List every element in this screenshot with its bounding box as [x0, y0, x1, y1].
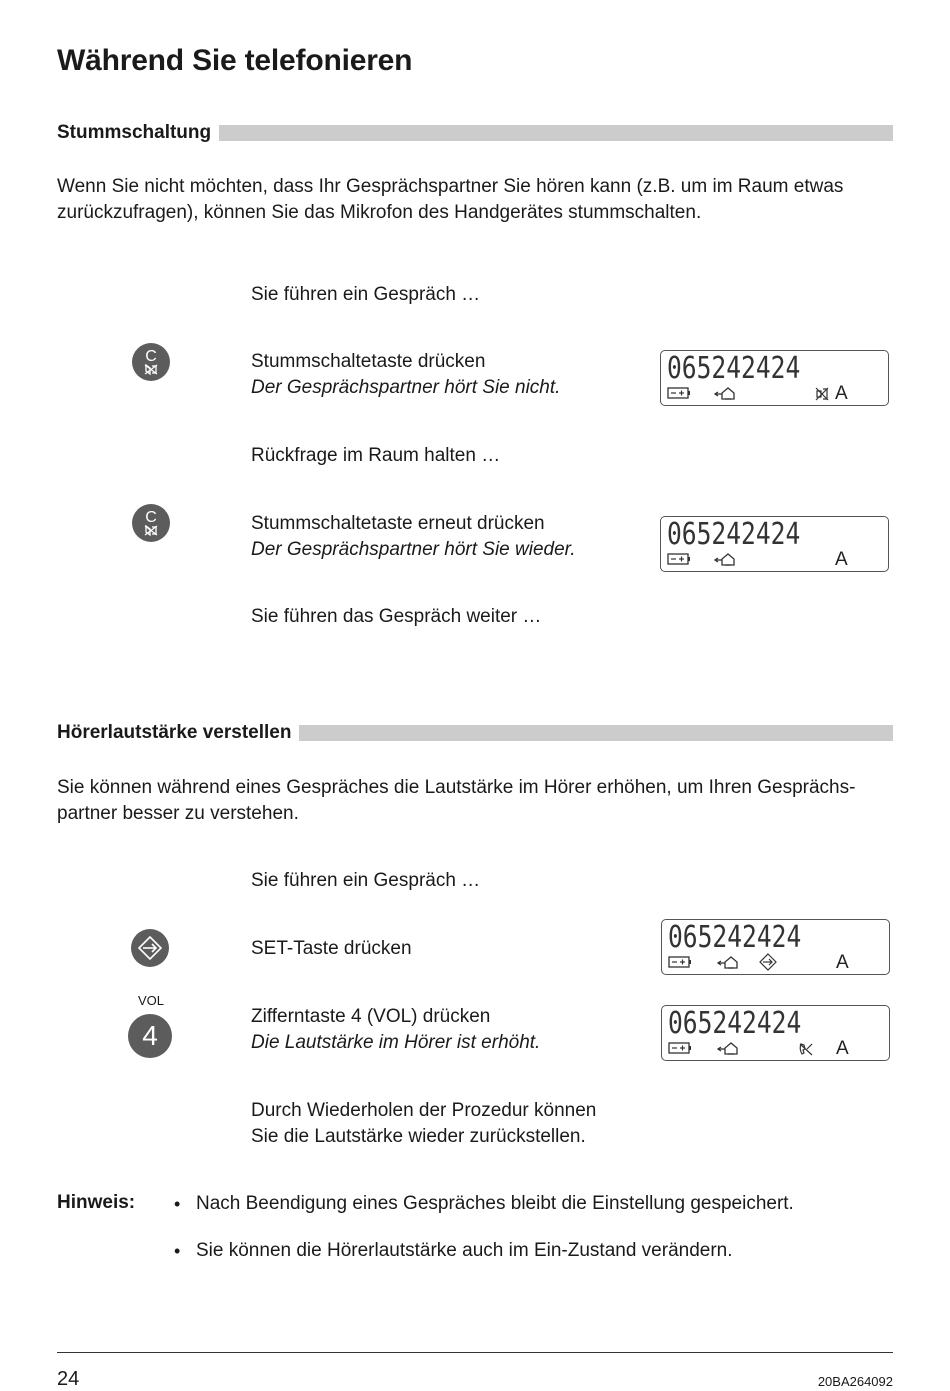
lcd-line-letter: A	[836, 952, 849, 973]
volume-intro	[57, 775, 897, 827]
lcd-number: 065242424	[667, 351, 801, 386]
mute-step-press	[251, 349, 651, 401]
battery-icon	[667, 386, 691, 400]
volume-intro-line2: partner besser zu verstehen.	[57, 803, 299, 824]
mute-key-letter: C	[145, 348, 157, 365]
bullet-dot: •	[174, 1241, 181, 1261]
mute-step-call: Sie führen ein Gespräch …	[251, 284, 481, 305]
mute-step-consult: Rückfrage im Raum halten …	[251, 445, 501, 466]
digit-4-key-icon: 4	[128, 1014, 172, 1058]
hint-label: Hinweis:	[57, 1192, 136, 1213]
document-code: 20BA264092	[817, 1374, 893, 1389]
base-station-icon	[717, 1041, 741, 1057]
lcd-display-set	[661, 919, 890, 975]
lcd-number: 065242424	[668, 920, 802, 955]
lcd-display-unmuted	[660, 516, 889, 572]
lcd-display-muted	[660, 350, 889, 406]
set-indicator-icon	[758, 953, 778, 971]
lcd-line-letter: A	[836, 1038, 849, 1059]
base-station-icon	[714, 552, 738, 568]
lcd-number: 065242424	[668, 1006, 802, 1041]
hint-bullet	[174, 1238, 733, 1264]
volume-step-repeat	[251, 1098, 651, 1150]
lcd-line-letter: A	[835, 383, 848, 404]
hint-bullet-text: Nach Beendigung eines Gespräches bleibt die Einstellung gespeichert.	[196, 1193, 794, 1214]
footer-rule	[57, 1352, 893, 1353]
volume-step-repeat-line1: Durch Wiederholen der Prozedur können	[251, 1100, 597, 1121]
mute-intro-line1: Wenn Sie nicht möchten, dass Ihr Gesprächspartner Sie hören kann (z.B. um im Raum etwas	[57, 176, 844, 197]
lcd-display-volume	[661, 1005, 890, 1061]
mute-step-press-again	[251, 511, 651, 563]
volume-step-digit-note: Die Lautstärke im Hörer ist erhöht.	[251, 1032, 541, 1053]
lcd-number: 065242424	[667, 517, 801, 552]
page-title: Während Sie telefonieren	[57, 44, 413, 77]
mute-step-press-note: Der Gesprächspartner hört Sie nicht.	[251, 377, 561, 398]
volume-step-set: SET-Taste drücken	[251, 938, 412, 959]
section-heading-bar	[219, 125, 893, 141]
base-station-icon	[717, 955, 741, 971]
mute-intro	[57, 174, 897, 226]
section-heading-label: Hörerlautstärke verstellen	[57, 722, 292, 743]
mute-step-press-main: Stummschaltetaste drücken	[251, 351, 486, 372]
page-number: 24	[57, 1368, 80, 1390]
section-heading-mute	[57, 123, 893, 143]
hint-bullet	[174, 1191, 794, 1217]
set-key-icon	[131, 929, 169, 967]
battery-icon	[668, 955, 692, 969]
mute-key-icon	[132, 504, 170, 542]
section-heading-bar	[299, 725, 893, 741]
mute-key-letter: C	[145, 509, 157, 526]
volume-intro-line1: Sie können während eines Gespräches die Lautstärke im Hörer erhöhen, um Ihren Gesprächs-	[57, 777, 856, 798]
volume-step-repeat-line2: Sie die Lautstärke wieder zurückstellen.	[251, 1126, 586, 1147]
section-heading-label: Stummschaltung	[57, 122, 212, 143]
lcd-line-letter: A	[835, 549, 848, 570]
bullet-dot: •	[174, 1194, 181, 1214]
base-station-icon	[714, 386, 738, 402]
mute-step-again-note: Der Gesprächspartner hört Sie wieder.	[251, 539, 576, 560]
mute-step-again-main: Stummschaltetaste erneut drücken	[251, 513, 545, 534]
battery-icon	[668, 1041, 692, 1055]
mute-key-icon	[132, 343, 170, 381]
handset-volume-icon	[798, 1042, 814, 1056]
mute-step-continue: Sie führen das Gespräch weiter …	[251, 606, 542, 627]
volume-step-call: Sie führen ein Gespräch …	[251, 870, 481, 891]
section-heading-volume	[57, 723, 893, 743]
vol-label: VOL	[138, 993, 165, 1008]
hint-bullet-text: Sie können die Hörerlautstärke auch im Ein-Zustand verändern.	[196, 1240, 733, 1261]
battery-icon	[667, 552, 691, 566]
volume-step-digit-main: Zifferntaste 4 (VOL) drücken	[251, 1006, 491, 1027]
mute-indicator-icon	[815, 387, 831, 401]
mute-intro-line2: zurückzufragen), können Sie das Mikrofon des Handgerätes stummschalten.	[57, 202, 702, 223]
volume-step-digit	[251, 1004, 651, 1056]
